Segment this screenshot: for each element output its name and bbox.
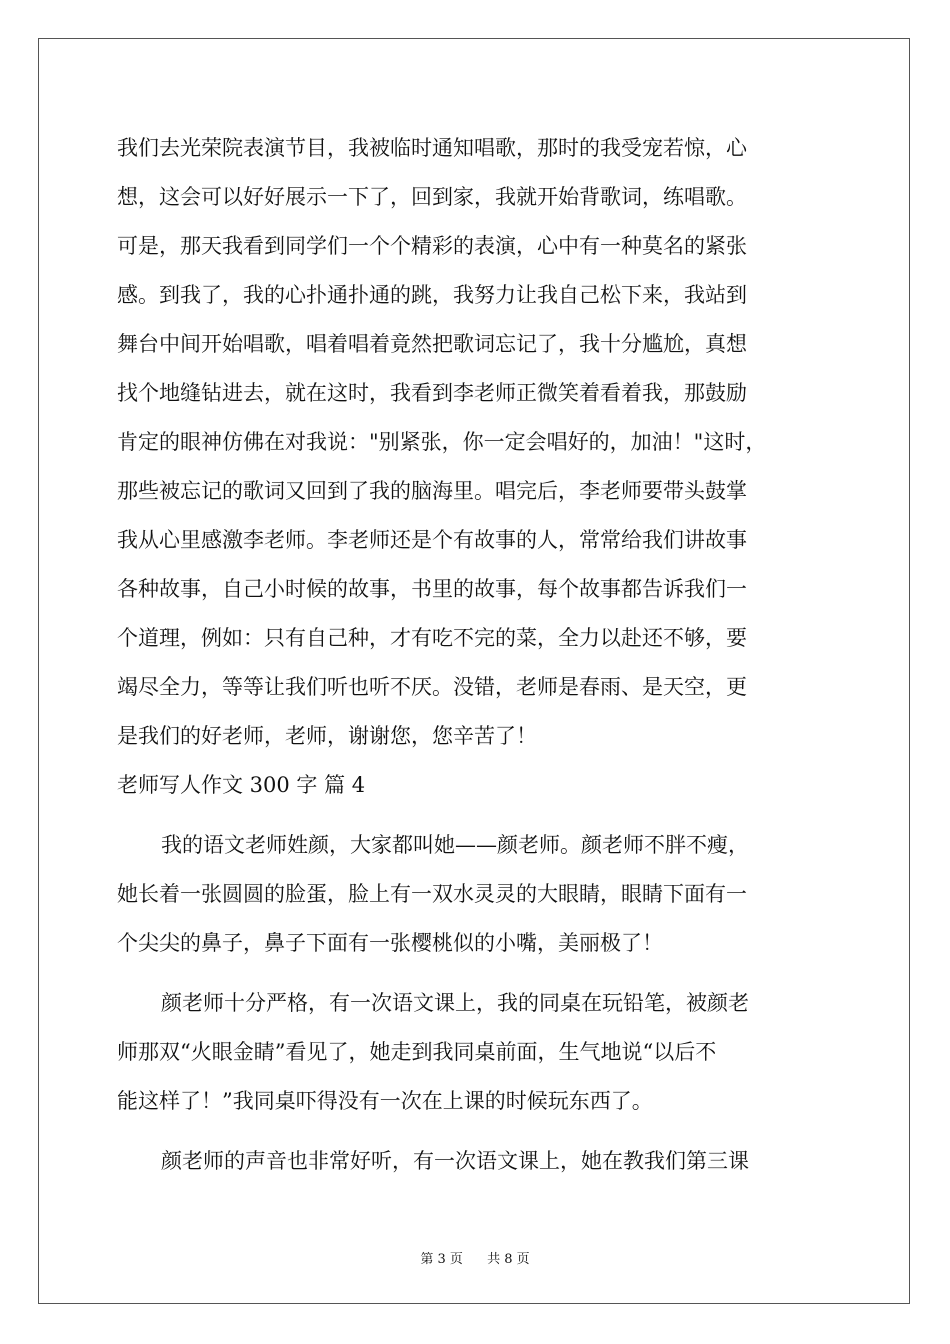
text-line: 肯定的眼神仿佛在对我说："别紧张，你一定会唱好的，加油！"这时，	[117, 430, 767, 454]
page-number: 第 3 页	[420, 1252, 463, 1267]
document-body	[117, 124, 857, 1186]
text-line: 颜老师十分严格，有一次语文课上，我的同桌在玩铅笔，被颜老	[161, 991, 749, 1015]
text-line: 是我们的好老师，老师，谢谢您，您辛苦了！	[117, 724, 537, 748]
text-line: 颜老师的声音也非常好听，有一次语文课上，她在教我们第三课	[161, 1149, 749, 1173]
text-line: 各种故事，自己小时候的故事，书里的故事，每个故事都告诉我们一	[117, 577, 747, 601]
paragraph	[117, 979, 857, 1126]
spacer	[117, 810, 857, 821]
paragraph	[117, 1137, 857, 1186]
text-line: 那些被忘记的歌词又回到了我的脑海里。唱完后，李老师要带头鼓掌	[117, 479, 747, 503]
paragraph	[117, 821, 857, 968]
text-line: 竭尽全力，等等让我们听也听不厌。没错，老师是春雨、是天空，更	[117, 675, 747, 699]
text-line: 可是，那天我看到同学们一个个精彩的表演，心中有一种莫名的紧张	[117, 234, 747, 258]
spacer	[117, 1126, 857, 1137]
text-line: 想，这会可以好好展示一下了，回到家，我就开始背歌词，练唱歌。	[117, 185, 747, 209]
text-line: 舞台中间开始唱歌，唱着唱着竟然把歌词忘记了，我十分尴尬，真想	[117, 332, 747, 356]
text-line: 我们去光荣院表演节目，我被临时通知唱歌，那时的我受宠若惊，心	[117, 136, 747, 160]
page-footer	[0, 1248, 950, 1267]
section-heading: 老师写人作文 300 字 篇 4	[117, 773, 366, 797]
text-line: 找个地缝钻进去，就在这时，我看到李老师正微笑着看着我，那鼓励	[117, 381, 747, 405]
text-line: 她长着一张圆圆的脸蛋，脸上有一双水灵灵的大眼睛，眼睛下面有一	[117, 882, 747, 906]
page-total: 共 8 页	[487, 1252, 530, 1267]
spacer	[117, 968, 857, 979]
text-line: 感。到我了，我的心扑通扑通的跳，我努力让我自己松下来，我站到	[117, 283, 747, 307]
text-line: 我从心里感激李老师。李老师还是个有故事的人，常常给我们讲故事	[117, 528, 747, 552]
text-line: 个道理，例如：只有自己种，才有吃不完的菜，全力以赴还不够，要	[117, 626, 747, 650]
text-line: 能这样了！”我同桌吓得没有一次在上课的时候玩东西了。	[117, 1089, 653, 1113]
text-line: 师那双“火眼金睛”看见了，她走到我同桌前面，生气地说“以后不	[117, 1040, 717, 1064]
text-line: 我的语文老师姓颜，大家都叫她——颜老师。颜老师不胖不瘦，	[161, 833, 749, 857]
paragraph-continuation	[117, 124, 857, 761]
text-line: 个尖尖的鼻子，鼻子下面有一张樱桃似的小嘴，美丽极了！	[117, 931, 663, 955]
